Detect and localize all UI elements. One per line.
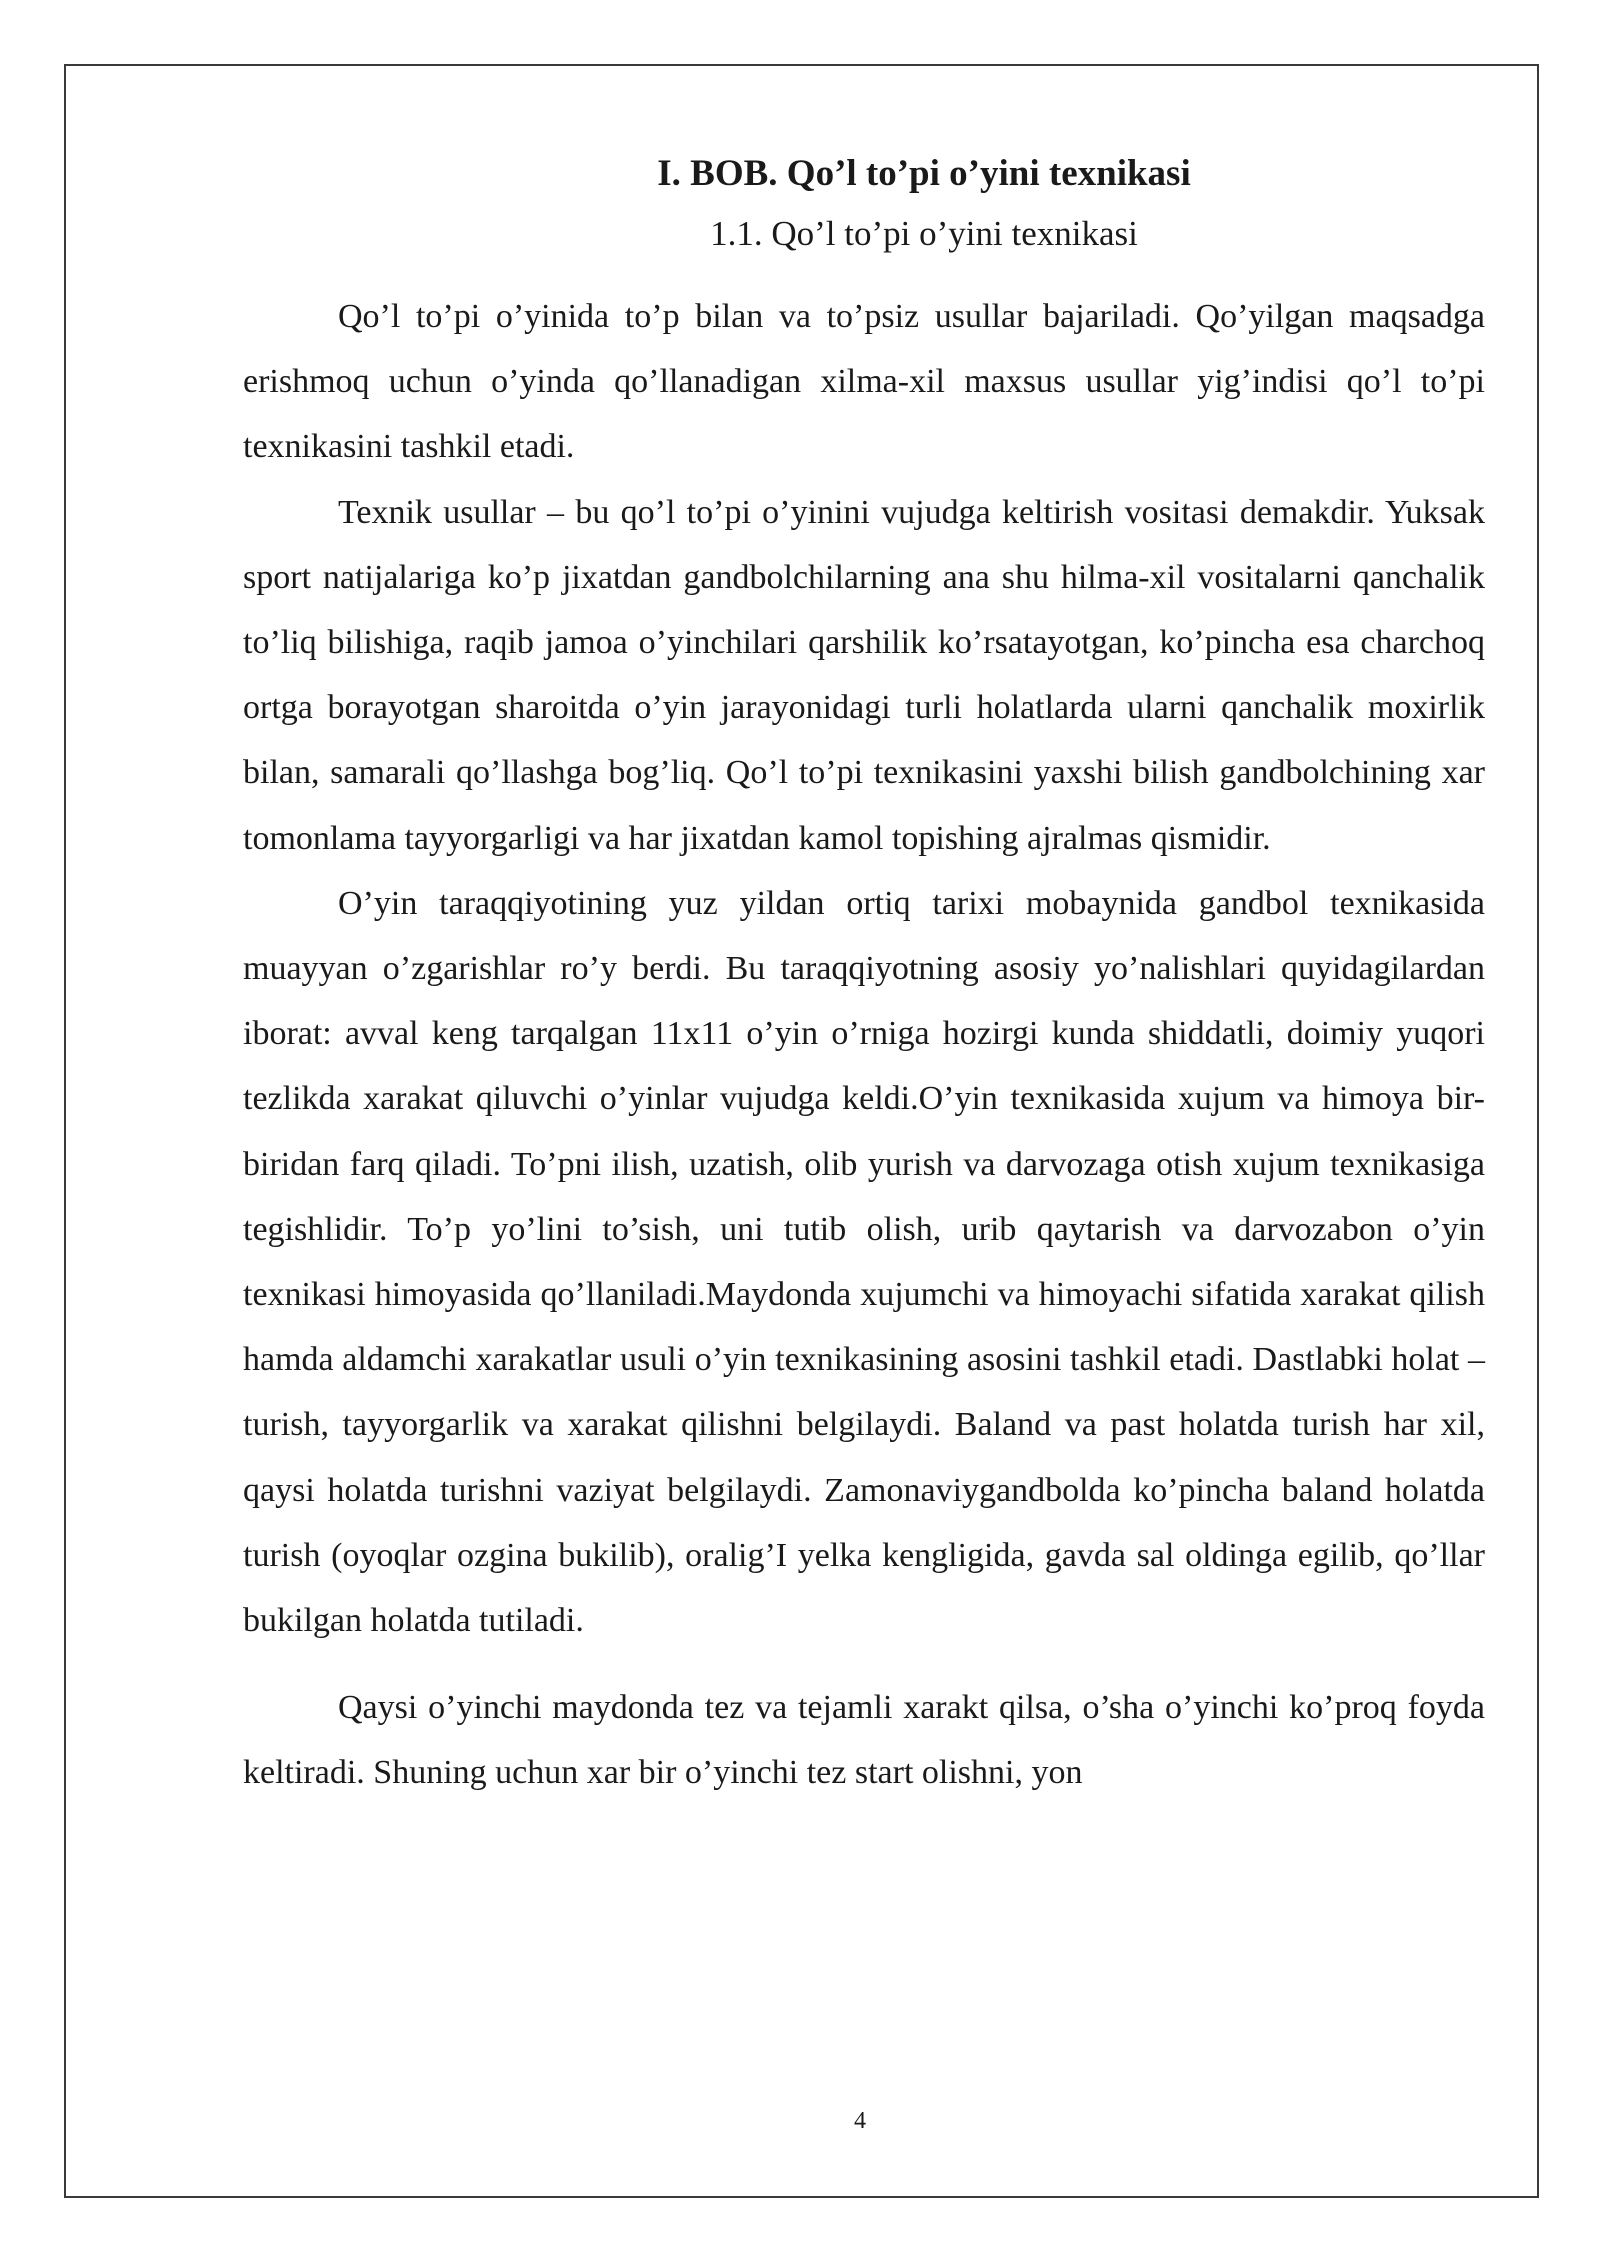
- chapter-title: I. BOB. Qo’l to’pi o’yini texnikasi: [657, 153, 1191, 194]
- page-number: 4: [854, 2108, 866, 2134]
- section-title: 1.1. Qo’l to’pi o’yini texnikasi: [710, 214, 1138, 253]
- paragraph-1: Qo’l to’pi o’yinida to’p bilan va to’psiz usullar bajariladi. Qo’yilgan maqsadga erishmoq uchun o’yinda qo’llanadigan xilma-xil maxsus usullar yig’indisi qo’l to’pi texnikasini tashkil etadi.: [243, 298, 1485, 466]
- paragraph-4: Qaysi o’yinchi maydonda tez va tejamli xarakt qilsa, o’sha o’yinchi ko’proq foyda keltiradi. Shuning uchun xar bir o’yinchi tez start olishni, yon: [243, 1689, 1485, 1792]
- paragraph-2: Texnik usullar – bu qo’l to’pi o’yinini vujudga keltirish vositasi demakdir. Yuksak sport natijalariga ko’p jixatdan gandbolchilarning ana shu hilma-xil vositalarni qanchalik to’liq bilishiga, raqib jamoa o’yinchilari qarshilik ko’rsatayotgan, ko’pincha esa charchoq ortga borayotgan sharoitda o’yin jarayonidagi turli holatlarda ularni qanchalik moxirlik bilan, samarali qo’llashga bog’liq. Qo’l to’pi texnikasini yaxshi bilish gandbolchining xar tomonlama tayyorgarligi va har jixatdan kamol topishing ajralmas qismidir.: [243, 493, 1485, 857]
- document-body: [243, 148, 1485, 1806]
- paragraph-3: O’yin taraqqiyotining yuz yildan ortiq tarixi mobaynida gandbol texnikasida muayyan o’zgarishlar ro’y berdi. Bu taraqqiyotning asosiy yo’nalishlari quyidagilardan iborat: avval keng tarqalgan 11x11 o’yin o’rniga hozirgi kunda shiddatli, doimiy yuqori tezlikda xarakat qiluvchi o’yinlar vujudga keldi.O’yin texnikasida xujum va himoya bir-biridan farq qiladi. To’pni ilish, uzatish, olib yurish va darvozaga otish xujum texnikasiga tegishlidir. To’p yo’lini to’sish, uni tutib olish, urib qaytarish va darvozabon o’yin texnikasi himoyasida qo’llaniladi.Maydonda xujumchi va himoyachi sifatida xarakat qilish hamda aldamchi xarakatlar usuli o’yin texnikasining asosini tashkil etadi. Dastlabki holat – turish, tayyorgarlik va xarakat qilishni belgilaydi. Baland va past holatda turish har xil, qaysi holatda turishni vaziyat belgilaydi. Zamonaviygandbolda ko’pincha baland holatda turish (oyoqlar ozgina bukilib), oralig’I yelka kengligida, gavda sal oldinga egilib, qo’llar bukilgan holatda tutiladi.: [243, 884, 1485, 1640]
